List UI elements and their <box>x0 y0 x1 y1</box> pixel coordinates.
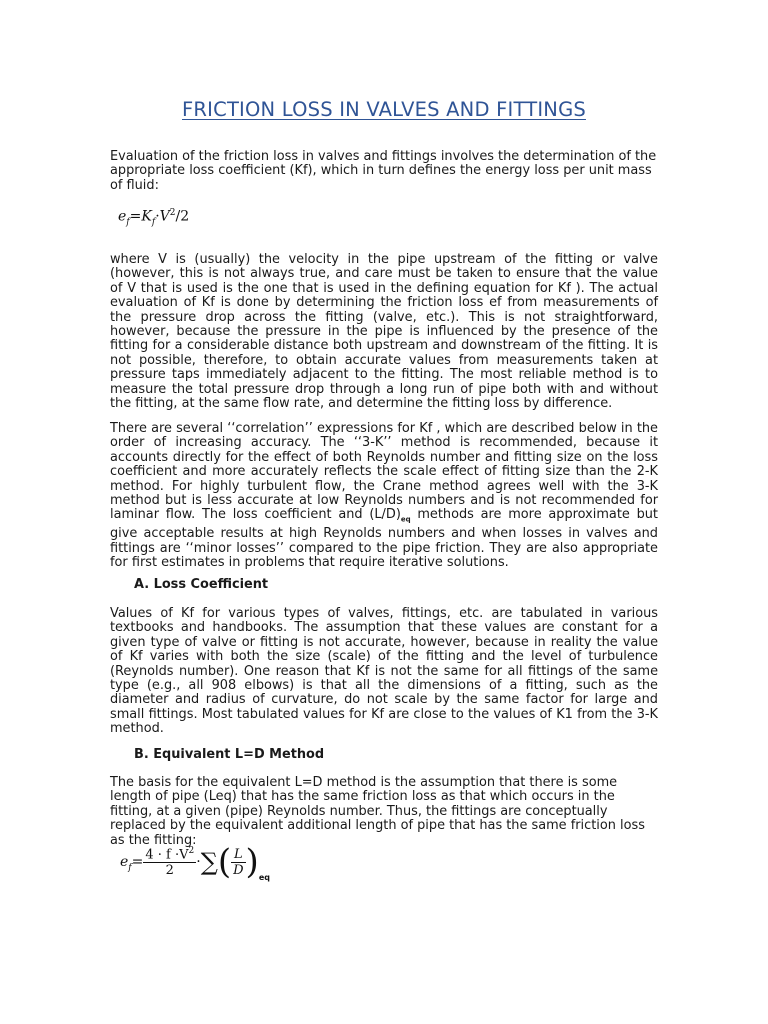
heading-equivalent-method: B. Equivalent L=D Method <box>134 747 325 762</box>
intro-paragraph: Evaluation of the friction loss in valves and fittings involves the determination of the appropriate loss coefficient (Kf), which in turn defines the energy loss per unit mass of fluid: <box>110 149 657 193</box>
equivalent-method-paragraph: The basis for the equivalent L=D method is the assumption that there is some length of pipe (Leq) that has the same friction loss as that which occurs in the fitting, at a given (pipe) Reynolds number. Thus, the fittings are conceptually replaced by the equivalent additional length of pipe that has the same friction loss as the fitting: <box>110 775 645 848</box>
energy-loss-equation: $e_f=K_f\cdot V^2/2$ <box>118 208 190 228</box>
velocity-paragraph: where V is (usually) the velocity in the pipe upstream of the fitting or valve (however, this is not always true, and care must be taken to ensure that the value of V that is used is the one that is used in the defining equation for Kf ). The actual evaluation of Kf is done by determining the friction loss ef from measurements of the pressure drop across the fitting (valve, etc.). This is not straightforward, however, because the pressure in the pipe is influenced by the presence of the fitting for a considerable distance both upstream and downstream of the fitting. It is not possible, therefore, to obtain accurate values from measurements taken at pressure taps immediately adjacent to the fitting. The most reliable method is to measure the total pressure drop through a long run of pipe both with and without the fitting, at the same flow rate, and determine the fitting loss by difference. <box>110 252 658 412</box>
page-title: FRICTION LOSS IN VALVES AND FITTINGS <box>182 98 586 121</box>
correlation-subscript: eq <box>400 516 411 525</box>
correlation-text-b: methods are more approximate but give acceptable results at high Reynolds numbers and when losses in valves and fittings are ‘‘minor losses’’ compared to the pipe friction. They are also appropriate for first estimates in problems that require iterative solutions. <box>110 507 658 571</box>
heading-loss-coefficient: A. Loss Coefficient <box>134 577 269 592</box>
correlation-paragraph <box>110 422 658 571</box>
loss-coefficient-paragraph: Values of Kf for various types of valves, fittings, etc. are tabulated in various textbooks and handbooks. The assumption that these values are constant for a given type of valve or fitting is not accurate, however, because in reality the value of Kf varies with both the size (scale) of the fitting and the level of turbulence (Reynolds number). One reason that Kf is not the same for all fittings of the same type (e.g., all 908 elbows) is that all the dimensions of a fitting, such as the diameter and radius of curvature, do not scale by the same factor for large and small fittings. Most tabulated values for Kf are close to the values of K1 from the 3-K method. <box>110 606 658 737</box>
correlation-text-a: There are several ‘‘correlation’’ expressions for Kf , which are described below in the order of increasing accuracy. The ‘‘3-K’’ method is recommended, because it accounts directly for the effect of both Reynolds number and fitting size on the loss coefficient and more accurately reflects the scale effect of fitting size than the 2-K method. For highly turbulent flow, the Crane method agrees well with the 3-K method but is less accurate at low Reynolds numbers and is not recommended for laminar flow. The loss coefficient and (L/D) <box>110 421 658 523</box>
equivalent-length-equation: $e_f=$ $\frac{4 \cdot f \cdot V^2}{2}$ ·∑( $\frac{L}{D}$ )$_{eq}$ <box>120 842 270 882</box>
